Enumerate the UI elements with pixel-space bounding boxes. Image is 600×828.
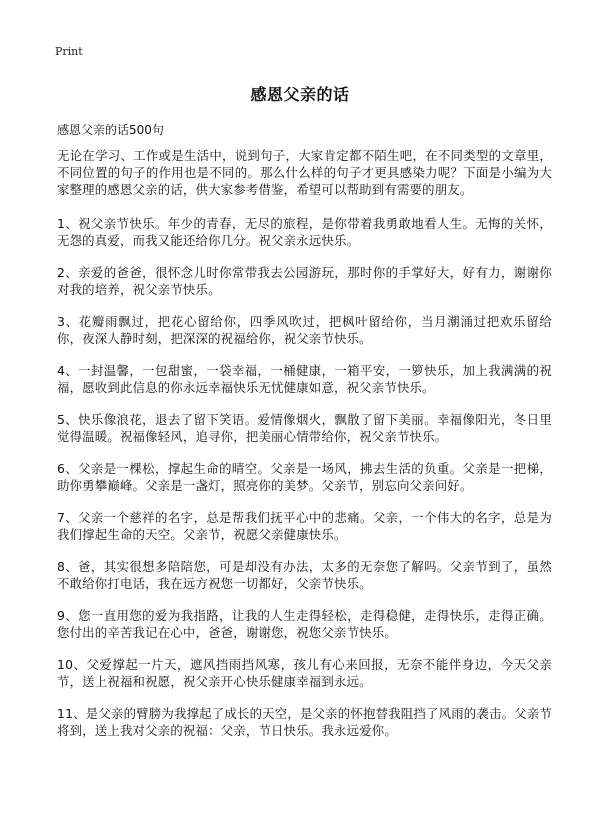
quote-item-4: 4、一封温馨，一包甜蜜，一袋幸福，一桶健康，一箱平安，一箩快乐，加上我满满的祝福，愿收到此信息的你永远幸福快乐无忧健康如意，祝父亲节快乐。 bbox=[57, 363, 552, 395]
intro-paragraph: 无论在学习、工作或是生活中，说到句子，大家肯定都不陌生吧，在不同类型的文章里，不同位置的句子的作用也是不同的。那么什么样的句子才更具感染力呢？下面是小编为大家整理的感恩父亲的话，供大家参考借鉴，希望可以帮助到有需要的朋友。 bbox=[57, 148, 552, 197]
quote-item-3: 3、花瓣雨飘过，把花心留给你，四季风吹过，把枫叶留给你，当月潮涌过把欢乐留给你，夜深人静时刻，把深深的祝福给你，祝父亲节快乐。 bbox=[57, 314, 552, 346]
page-title: 感恩父亲的话 bbox=[250, 85, 350, 104]
quote-item-2: 2、亲爱的爸爸，很怀念儿时你常带我去公园游玩，那时你的手掌好大，好有力，谢谢你对我的培养，祝父亲节快乐。 bbox=[57, 265, 552, 297]
document-subtitle: 感恩父亲的话500句 bbox=[57, 123, 164, 137]
article-body bbox=[57, 147, 552, 754]
quote-item-5: 5、快乐像浪花，退去了留下笑语。爱情像烟火，飘散了留下美丽。幸福像阳光，冬日里觉得温暖。祝福像轻风，追寻你，把美丽心情带给你，祝父亲节快乐。 bbox=[57, 412, 552, 444]
quote-item-9: 9、您一直用您的爱为我指路，让我的人生走得轻松，走得稳健，走得快乐，走得正确。您付出的辛苦我记在心中，爸爸，谢谢您，祝您父亲节快乐。 bbox=[57, 608, 552, 640]
quote-item-10: 10、父爱撑起一片天，遮风挡雨挡风寒，孩儿有心来回报，无奈不能伴身边，今天父亲节，送上祝福和祝愿，祝父亲开心快乐健康幸福到永远。 bbox=[57, 657, 552, 689]
quote-item-1: 1、祝父亲节快乐。年少的青春，无尽的旅程，是你带着我勇敢地看人生。无悔的关怀，无怨的真爱，而我又能还给你几分。祝父亲永远快乐。 bbox=[57, 216, 552, 248]
quote-item-11: 11、是父亲的臂膀为我撑起了成长的天空，是父亲的怀抱替我阻挡了风雨的袭击。父亲节将到，送上我对父亲的祝福：父亲，节日快乐。我永远爱你。 bbox=[57, 706, 552, 738]
quote-item-7: 7、父亲一个慈祥的名字，总是帮我们抚平心中的悲痛。父亲，一个伟大的名字，总是为我们撑起生命的天空。父亲节，祝愿父亲健康快乐。 bbox=[57, 510, 552, 542]
print-link[interactable]: Print bbox=[55, 45, 83, 58]
quote-item-8: 8、爸，其实很想多陪陪您，可是却没有办法，太多的无奈您了解吗。父亲节到了，虽然不敢给你打电话，我在远方祝您一切都好，父亲节快乐。 bbox=[57, 559, 552, 591]
quote-item-6: 6、父亲是一棵松，撑起生命的晴空。父亲是一场风，拂去生活的负重。父亲是一把梯，助你勇攀巅峰。父亲是一盏灯，照亮你的美梦。父亲节，别忘向父亲问好。 bbox=[57, 461, 552, 493]
